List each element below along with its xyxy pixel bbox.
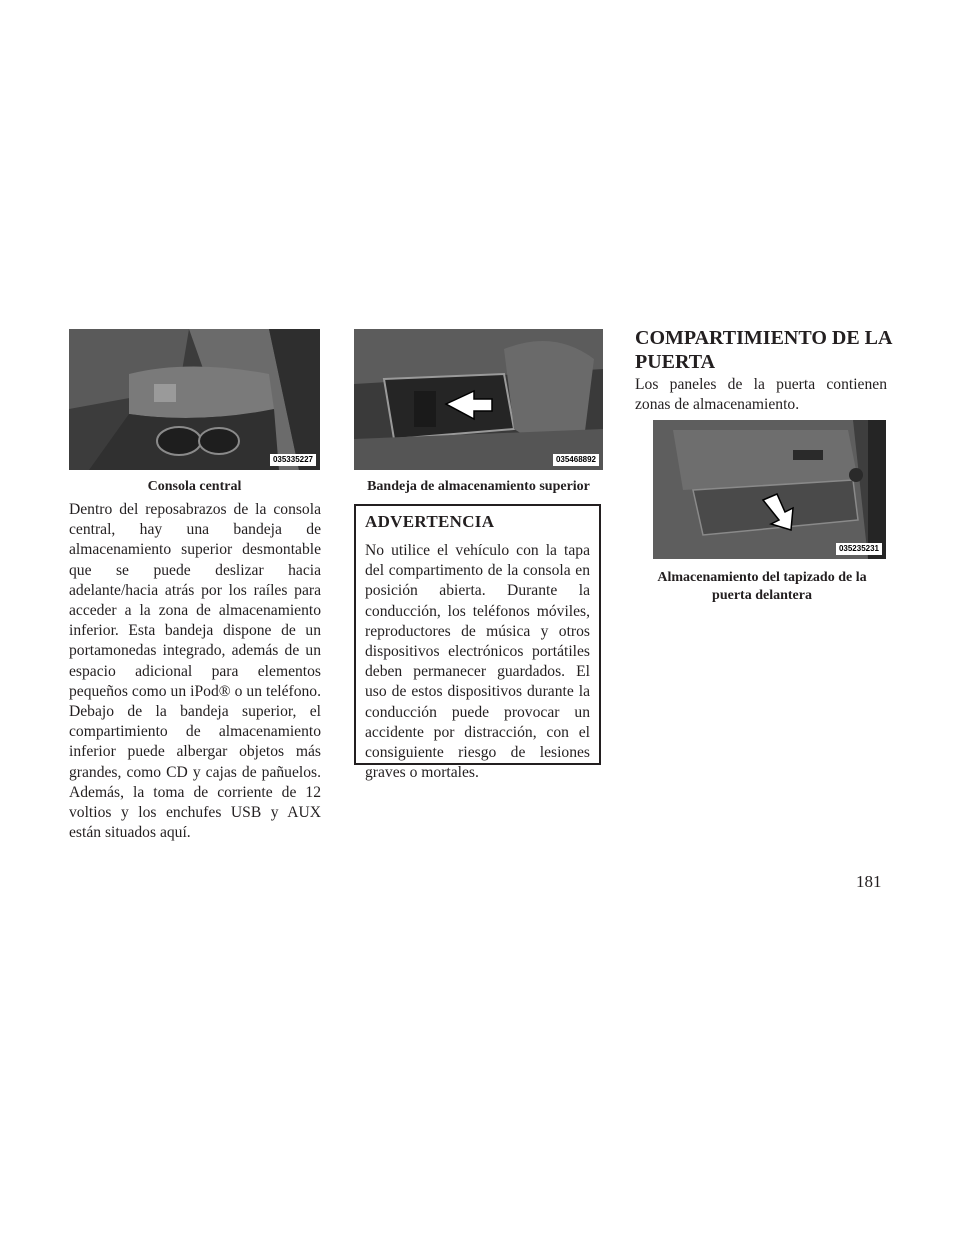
page-number: 181 <box>856 872 882 891</box>
center-console-photo <box>69 329 320 470</box>
photo-code: 035235231 <box>836 543 882 555</box>
warning-title: ADVERTENCIA <box>365 512 495 531</box>
photo-code: 035335227 <box>270 454 316 466</box>
figure-caption: Bandeja de almacenamiento superior <box>367 479 590 494</box>
figure-caption: Almacenamiento del tapizado de la puerta delantera <box>657 570 867 603</box>
warning-text: No utilice el vehículo con la tapa del compartimento de la consola en posición abierta. Durante la conducción, los teléfonos móviles, reproductores de música y otros dispositivos electrónicos portátiles deben permanecer guardados. El uso de estos dispositivos durante la conducción puede provocar un accidente por distracción, con el consiguiente riesgo de lesiones graves o mortales. <box>365 542 590 782</box>
photo-code: 035468892 <box>553 454 599 466</box>
figure-caption: Consola central <box>147 479 242 494</box>
upper-storage-tray-photo <box>354 329 603 470</box>
section-heading: COMPARTIMIENTO DE LA PUERTA <box>635 327 892 373</box>
front-door-trim-storage-photo <box>653 420 886 559</box>
body-paragraph: Dentro del reposabrazos de la consola central, hay una bandeja de almacenamiento superior desmontable que se puede deslizar hacia adelante/hacia atrás por los raíles para acceder a la zona de almacenamiento inferior. Esta bandeja dispone de un portamonedas integrado, además de un espacio adicional para elementos pequeños como un iPod® o un teléfono. Debajo de la bandeja superior, el compartimiento de almacenamiento inferior puede albergar objetos más grandes, como CD y cajas de pañuelos. Además, la toma de corriente de 12 voltios y los enchufes USB y AUX están situados aquí. <box>69 501 321 842</box>
warning-box <box>354 504 601 782</box>
section-paragraph: Los paneles de la puerta contienen zonas de almacenamiento. <box>635 376 887 414</box>
